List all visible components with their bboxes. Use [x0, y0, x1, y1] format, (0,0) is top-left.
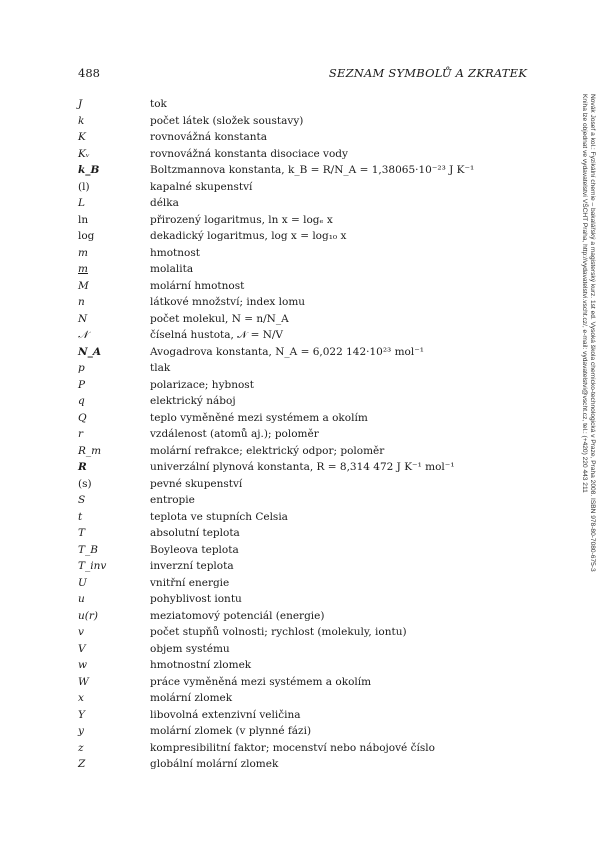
description: polarizace; hybnost [150, 378, 254, 391]
symbol: x [78, 692, 84, 705]
description: univerzální plynová konstanta, R = 8,314 472 J K⁻¹ mol⁻¹ [150, 461, 455, 474]
description: objem systému [150, 642, 230, 655]
description: kompresibilitní faktor; mocenství nebo nábojové číslo [150, 741, 435, 754]
description: molární zlomek (v plynné fázi) [150, 725, 312, 738]
symbol: U [78, 576, 87, 589]
list-item [78, 377, 530, 394]
description: počet stupňů volnosti; rychlost (molekuly, iontu) [150, 626, 407, 639]
symbol: K [78, 131, 86, 144]
page-number: 488 [78, 66, 100, 80]
list-item [78, 212, 530, 229]
list-item [78, 542, 530, 559]
symbol: Kᵥ [78, 147, 90, 160]
symbol: log [78, 230, 95, 243]
description: meziatomový potenciál (energie) [150, 609, 325, 622]
symbol: N_A [78, 345, 101, 358]
symbol: N [78, 312, 88, 325]
list-item [78, 113, 530, 130]
list-item [78, 410, 530, 427]
symbol: m [78, 246, 88, 259]
side-note-line: Novák Josef a kol.: Fyzikální chemie – bakalářský a magisterský kurz. 1st ed. Vysoká škola chemicko-technologická v Praze, Praha 2008. ISBN 978-80-7080-675-3 [589, 94, 596, 572]
description: molární refrakce; elektrický odpor; poloměr [150, 444, 385, 457]
list-item [78, 575, 530, 592]
symbol: P [78, 378, 86, 391]
symbol: q [78, 395, 85, 408]
list-item [78, 146, 530, 163]
list-item [78, 327, 530, 344]
symbol: u [78, 593, 85, 606]
list-item [78, 740, 530, 757]
description: teplota ve stupních Celsia [150, 510, 288, 523]
description: rovnovážná konstanta [150, 131, 267, 144]
list-item [78, 311, 530, 328]
symbol: M [78, 279, 89, 292]
list-item [78, 179, 530, 196]
symbol: ln [78, 213, 89, 226]
symbol-table [78, 96, 530, 773]
copyright-side-note [556, 94, 596, 654]
list-item [78, 492, 530, 509]
description: počet molekul, N = n/N_A [150, 312, 289, 325]
description: pohyblivost iontu [150, 593, 242, 606]
side-note-line: Kniha lze objednat ve vydavatelství VŠCHT Praha, http://vydavatelstvi.vscht.cz/, e-mail: vydavatelstvi@vscht.cz, tel.: (+420) 220 443 211 [580, 94, 588, 493]
description: inverzní teplota [150, 560, 234, 573]
symbol: T_inv [78, 560, 107, 573]
symbol: T [78, 527, 86, 540]
description: Boyleova teplota [150, 543, 239, 556]
symbol: V [78, 642, 86, 655]
symbol: Z [78, 758, 86, 771]
symbol: k_B [78, 164, 100, 177]
symbol: 𝒩 [78, 328, 89, 341]
list-item [78, 245, 530, 262]
list-item [78, 641, 530, 658]
symbol: r [78, 428, 84, 441]
description: Avogadrova konstanta, N_A = 6,022 142·10²³ mol⁻¹ [150, 345, 424, 358]
list-item [78, 443, 530, 460]
description: vzdálenost (atomů aj.); poloměr [150, 428, 319, 441]
symbol: (l) [78, 180, 90, 193]
list-item [78, 195, 530, 212]
symbol: p [78, 362, 85, 375]
list-item [78, 129, 530, 146]
description: absolutní teplota [150, 527, 240, 540]
symbol: S [78, 494, 86, 507]
list-item [78, 96, 530, 113]
list-item [78, 608, 530, 625]
running-head: SEZNAM SYMBOLŮ A ZKRATEK [328, 66, 527, 80]
symbol: T_B [78, 543, 98, 556]
list-item [78, 278, 530, 295]
description: molalita [150, 263, 194, 276]
symbol: (s) [78, 477, 92, 490]
description: číselná hustota, 𝒩 = N/V [150, 328, 284, 341]
symbol: u(r) [78, 609, 98, 622]
description: Boltzmannova konstanta, k_B = R/N_A = 1,38065·10⁻²³ J K⁻¹ [150, 164, 475, 177]
symbol: z [78, 741, 84, 754]
list-item [78, 707, 530, 724]
list-item [78, 723, 530, 740]
description: teplo vyměněné mezi systémem a okolím [150, 411, 368, 424]
description: rovnovážná konstanta disociace vody [150, 147, 348, 160]
description: tok [150, 98, 167, 111]
description: počet látek (složek soustavy) [150, 114, 304, 127]
list-item [78, 591, 530, 608]
description: molární zlomek [150, 692, 233, 705]
list-item [78, 558, 530, 575]
list-item [78, 426, 530, 443]
symbol: R_m [78, 444, 102, 457]
list-item [78, 525, 530, 542]
description: kapalné skupenství [150, 180, 253, 193]
description: globální molární zlomek [150, 758, 279, 771]
list-item [78, 509, 530, 526]
list-item [78, 228, 530, 245]
list-item [78, 624, 530, 641]
description: hmotnost [150, 246, 200, 259]
description: elektrický náboj [150, 395, 236, 408]
symbol: L [78, 197, 85, 210]
description: molární hmotnost [150, 279, 245, 292]
description: tlak [150, 362, 171, 375]
symbol: R [78, 461, 87, 474]
list-item [78, 294, 530, 311]
description: přirozený logaritmus, ln x = logₑ x [150, 213, 333, 226]
symbol: n [78, 296, 85, 309]
list-item [78, 459, 530, 476]
list-item [78, 690, 530, 707]
list-item [78, 756, 530, 773]
description: pevné skupenství [150, 477, 243, 490]
list-item [78, 162, 530, 179]
symbol: k [78, 114, 85, 127]
description: délka [150, 197, 179, 210]
description: entropie [150, 494, 195, 507]
description: vnitřní energie [150, 576, 230, 589]
list-item [78, 657, 530, 674]
symbol: v [78, 626, 84, 639]
symbol: t [78, 510, 83, 523]
description: práce vyměněná mezi systémem a okolím [150, 675, 372, 688]
description: látkové množství; index lomu [150, 296, 306, 309]
symbol: J [78, 98, 83, 111]
list-item [78, 261, 530, 278]
symbol: m [78, 263, 88, 276]
symbol: Y [78, 708, 85, 721]
symbol: y [78, 725, 84, 738]
symbol: W [78, 675, 89, 688]
list-item [78, 344, 530, 361]
description: libovolná extenzivní veličina [150, 708, 301, 721]
list-item [78, 360, 530, 377]
list-item [78, 674, 530, 691]
description: hmotnostní zlomek [150, 659, 252, 672]
list-item [78, 393, 530, 410]
symbol: Q [78, 411, 87, 424]
list-item [78, 476, 530, 493]
description: dekadický logaritmus, log x = log₁₀ x [150, 230, 347, 243]
symbol: w [78, 659, 87, 672]
